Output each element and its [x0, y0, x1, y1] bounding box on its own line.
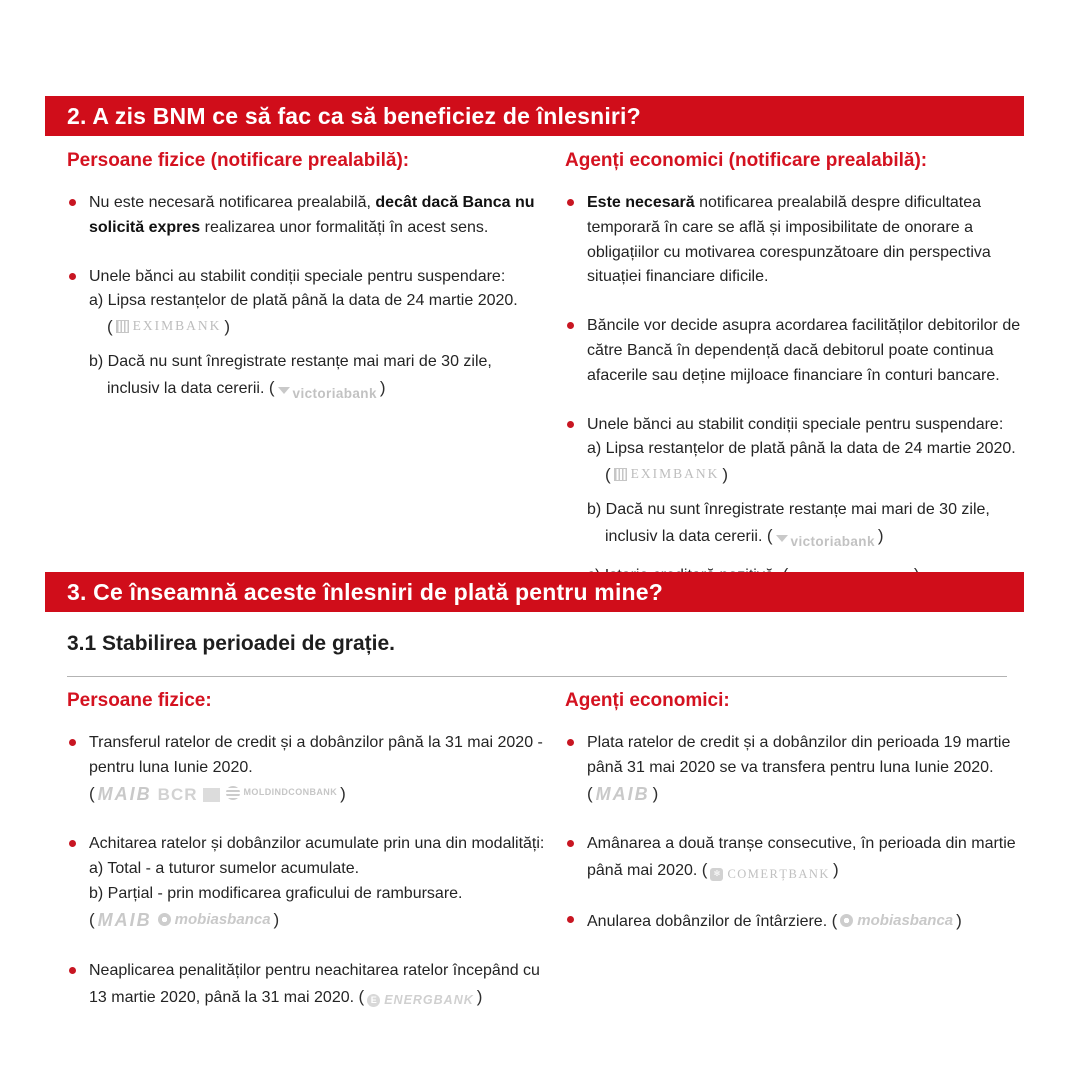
text-segment-bold: decât dacă Banca nu solicită expres: [89, 194, 535, 236]
text-segment: b) Dacă nu sunt înregistrate restanțe mai mari de 30 zile,: [89, 352, 492, 370]
bullet-dot: [567, 322, 574, 329]
paren-close: ): [722, 465, 729, 485]
list-item: [67, 832, 545, 934]
paren-close: ): [224, 317, 231, 337]
section2-left-heading: Persoane fizice (notificare prealabilă):: [67, 150, 410, 171]
text-segment: a) Lipsa restanțelor de plată până la data de 24 martie 2020.: [89, 292, 518, 310]
text-segment: Băncile vor decide asupra acordarea facilităților debitorilor de către Bancă în dependență dacă debitorul poate continua afacerile sau deține mijloace financiare în conturi bancare.: [587, 317, 1021, 384]
text-with-logo: [587, 523, 1033, 553]
paren-close: ): [877, 525, 884, 545]
maib-logo: [98, 907, 152, 935]
paren-open: (: [587, 783, 593, 803]
paren-close: ): [956, 911, 962, 931]
paren-open: (: [701, 860, 708, 880]
list-item-text: [89, 731, 545, 808]
victoriabank-logo-text: victoriabank: [292, 385, 377, 401]
text-segment: inclusiv la data cererii.: [107, 379, 265, 397]
moldindconbank-icon: [226, 786, 240, 800]
list-item: [565, 191, 1033, 290]
victoriabank-icon: [278, 387, 290, 394]
list-item: [67, 265, 545, 405]
section3-right-heading: Agenți economici:: [565, 690, 730, 711]
list-item: [67, 191, 545, 241]
comertbank-logo: [710, 865, 830, 884]
list-item-text: [89, 191, 545, 241]
eximbank-logo: [116, 316, 222, 337]
energbank-icon: E: [367, 994, 380, 1007]
section3-banner: [45, 572, 1024, 612]
list-item-text: [587, 731, 1033, 808]
energbank-logo: [367, 991, 474, 1010]
paren-close: ): [652, 783, 659, 803]
list-item-text: [587, 314, 1033, 388]
text-segment: Nu este necesară notificarea prealabilă,: [89, 194, 376, 211]
mobiasbanca-logo: [158, 908, 271, 931]
text-segment: Neaplicarea penalităților pentru neachitarea ratelor începând cu 13 martie 2020, până la 31 mai 2020.: [89, 961, 540, 1006]
list-item: [565, 908, 1033, 935]
paren-open: (: [605, 465, 611, 485]
bullet-dot: [567, 739, 574, 746]
list-item: [67, 731, 545, 808]
section2-banner: [45, 96, 1024, 136]
bullet-dot: [567, 840, 574, 847]
moldindconbank-logo-text: MOLDINDCONBANK: [243, 786, 338, 797]
paren-close: ): [340, 783, 346, 803]
bullet-dot: [567, 916, 574, 923]
list-item-text: [587, 413, 1033, 589]
section3-subheading: 3.1 Stabilirea perioadei de grație.: [67, 632, 395, 655]
section2-left-column: [67, 150, 545, 429]
victoriabank-logo: [776, 532, 875, 553]
paren-open: (: [268, 377, 275, 397]
bcr-logo-text: BCR: [157, 784, 198, 804]
text-segment-bold: Este necesară: [587, 194, 695, 211]
maib-logo-text: MAIB: [97, 909, 152, 930]
bullet-dot: [69, 199, 76, 206]
bullet-dot: [69, 273, 76, 280]
paren-close: ): [476, 986, 483, 1006]
text-segment: a) Lipsa restanțelor de plată până la data de 24 martie 2020.: [587, 440, 1016, 458]
text-segment: a) Total - a tuturor sumelor acumulate.: [89, 860, 360, 878]
maib-logo-text: MAIB: [595, 783, 650, 804]
section2-banner-title: 2. A zis BNM ce să fac ca să beneficiez de înlesniri?: [67, 102, 641, 129]
mobiasbanca-logo-text: mobiasbanca: [174, 910, 271, 928]
section3-left-heading: Persoane fizice:: [67, 690, 212, 711]
list-item: [565, 832, 1033, 884]
victoriabank-logo: [278, 384, 377, 405]
maib-logo: [98, 781, 152, 809]
paren-open: (: [89, 909, 95, 929]
list-item: [565, 731, 1033, 808]
comertbank-icon: ✻: [710, 868, 723, 881]
section3-right-column: [565, 690, 1033, 959]
bullet-dot: [567, 421, 574, 428]
text-with-logo: [89, 375, 545, 405]
text-segment: inclusiv la data cererii.: [605, 527, 763, 545]
text-with-logo: [587, 832, 1033, 884]
paren-close: ): [832, 860, 839, 880]
mobiasbanca-logo-text: mobiasbanca: [857, 912, 954, 930]
text-segment: Unele bănci au stabilit condiții speciale pentru suspendare:: [587, 415, 1004, 433]
bcr-logo: [158, 782, 220, 808]
eximbank-logo-text: EXIMBANK: [132, 318, 222, 334]
list-item-text: [89, 265, 545, 405]
text-segment: Unele bănci au stabilit condiții speciale pentru suspendare:: [89, 267, 506, 285]
logo-line: [89, 314, 545, 341]
eximbank-logo-text: EXIMBANK: [630, 466, 720, 482]
list-item: [565, 314, 1033, 388]
paren-open: (: [107, 317, 113, 337]
mobiasbanca-icon: [840, 914, 853, 927]
text-segment: Amânarea a două tranșe consecutive, în perioada din martie până mai 2020.: [587, 835, 1016, 880]
eximbank-icon: [614, 468, 627, 481]
paren-close: ): [273, 909, 280, 929]
text-segment: Plata ratelor de credit și a dobânzilor din perioada 19 martie până 31 mai 2020 se va transfera pentru luna Iunie 2020.: [587, 734, 1011, 776]
text-with-logo: [89, 959, 545, 1011]
logo-line: [89, 907, 545, 935]
list-item-text: [587, 191, 1033, 290]
bullet-dot: [69, 739, 76, 746]
section3-left-column: [67, 690, 545, 1034]
text-segment: b) Dacă nu sunt înregistrate restanțe mai mari de 30 zile,: [587, 500, 990, 518]
bullet-dot: [567, 199, 574, 206]
bcr-icon: [203, 788, 220, 802]
list-item: [67, 959, 545, 1011]
bullet-dot: [69, 967, 76, 974]
comertbank-logo-text: COMERȚBANK: [727, 866, 830, 881]
text-segment: b) Parțial - prin modificarea graficului de rambursare.: [89, 885, 463, 903]
maib-logo-text: MAIB: [97, 783, 152, 804]
list-item-text: [89, 832, 545, 934]
paren-open: (: [89, 783, 95, 803]
mobiasbanca-icon: [158, 913, 171, 926]
paren-open: (: [766, 525, 773, 545]
mobiasbanca-logo: [840, 909, 953, 932]
energbank-logo-text: ENERGBANK: [384, 992, 474, 1007]
eximbank-logo: [614, 464, 720, 485]
section2-right-column: [565, 150, 1033, 613]
divider-line: [67, 676, 1007, 677]
text-segment: Achitarea ratelor și dobânzilor acumulate prin una din modalități:: [89, 835, 545, 853]
text-segment: realizarea unor formalități în acest sens.: [200, 218, 489, 236]
victoriabank-logo-text: victoriabank: [790, 533, 875, 549]
section2-right-heading: Agenți economici (notificare prealabilă):: [565, 150, 928, 171]
logo-line: [89, 781, 545, 809]
logo-line: [587, 781, 1033, 809]
paren-open: (: [358, 986, 365, 1006]
maib-logo: [596, 781, 650, 809]
moldindconbank-logo: [226, 786, 338, 800]
text-segment: Anularea dobânzilor de întârziere.: [587, 913, 828, 931]
list-item: [565, 413, 1033, 589]
eximbank-icon: [116, 320, 129, 333]
victoriabank-icon: [776, 535, 788, 542]
section3-banner-title: 3. Ce înseamnă aceste înlesniri de plată pentru mine?: [67, 578, 664, 605]
logo-line: [587, 462, 1033, 489]
text-segment: notificarea prealabilă despre dificultatea temporară în care se află și imposibilitate de onorare a obligațiilor cu motivarea corespunzătoare din perspectiva situației financiare dificile.: [587, 194, 991, 286]
text-with-logo: [587, 908, 1033, 935]
paren-open: (: [831, 911, 838, 931]
bullet-dot: [69, 840, 76, 847]
text-segment: Transferul ratelor de credit și a dobânzilor până la 31 mai 2020 - pentru luna Iunie 2020.: [89, 734, 543, 776]
paren-close: ): [379, 377, 386, 397]
